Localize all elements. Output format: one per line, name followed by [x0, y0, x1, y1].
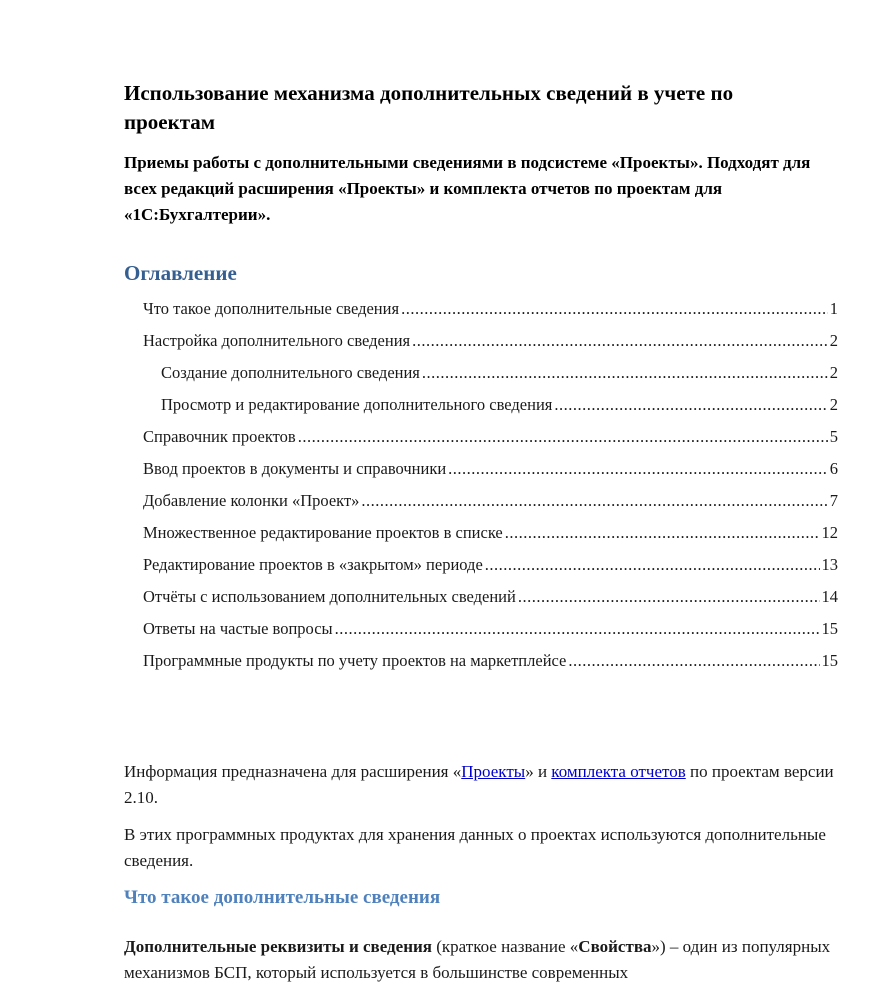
info-paragraph — [124, 759, 844, 811]
toc-leader — [518, 585, 820, 609]
toc-entry[interactable] — [143, 329, 838, 353]
toc-heading: Оглавление — [124, 261, 237, 285]
storage-paragraph: В этих программных продуктах для хранения данных о проектах используются дополнительные сведения. — [124, 825, 826, 870]
document-lead: Приемы работы с дополнительными сведениями в подсистеме «Проекты». Подходят для всех редакций расширения «Проекты» и комплекта отчетов по проектам для «1С:Бухгалтерии». — [124, 153, 811, 224]
section-heading: Что такое дополнительные сведения — [124, 887, 441, 908]
info-suffix: по проектам версии 2.10. — [124, 762, 834, 807]
toc-entry-page: 12 — [821, 523, 838, 542]
toc-entry-page: 6 — [829, 459, 838, 478]
toc-entry-label: Справочник проектов — [143, 427, 296, 446]
toc-entry-label: Ввод проектов в документы и справочники — [143, 459, 447, 478]
toc-entry-label: Редактирование проектов в «закрытом» периоде — [143, 555, 483, 574]
projects-link[interactable]: Проекты — [461, 762, 526, 781]
report-kit-link[interactable]: комплекта отчетов — [551, 762, 686, 781]
section-text-1: (краткое название « — [431, 937, 579, 956]
toc-leader — [412, 329, 828, 353]
toc-entry-page: 2 — [829, 363, 838, 382]
toc-leader — [448, 457, 828, 481]
toc-entry-page: 2 — [829, 331, 838, 350]
toc-entry-label: Программные продукты по учету проектов на маркетплейсе — [143, 651, 567, 670]
toc-entry-label: Ответы на частые вопросы — [143, 619, 333, 638]
toc-entry-page: 13 — [821, 555, 838, 574]
toc-entry-label: Создание дополнительного сведения — [161, 363, 420, 382]
toc-entry-page: 15 — [821, 651, 838, 670]
toc-leader — [485, 553, 820, 577]
toc-entry[interactable] — [143, 649, 838, 673]
toc-entry[interactable] — [143, 617, 838, 641]
toc-entry-label: Что такое дополнительные сведения — [143, 299, 400, 318]
section-paragraph — [124, 934, 844, 986]
toc-leader — [335, 617, 820, 641]
section-text-2: ») – один из популярных механизмов БСП, который используется в большинстве современных — [124, 937, 831, 982]
toc-entry-page: 5 — [829, 427, 838, 446]
toc-leader — [554, 393, 827, 417]
toc-entry[interactable] — [143, 489, 838, 513]
info-prefix: Информация предназначена для расширения « — [124, 762, 462, 781]
toc-leader — [361, 489, 827, 513]
toc-leader — [422, 361, 828, 385]
toc-entry[interactable] — [143, 297, 838, 321]
toc-leader — [401, 297, 828, 321]
toc-entry-label: Отчёты с использованием дополнительных сведений — [143, 587, 516, 606]
toc-entry[interactable] — [143, 457, 838, 481]
toc-entry-page: 15 — [821, 619, 838, 638]
info-middle: » и — [525, 762, 552, 781]
toc-entry-page: 2 — [829, 395, 838, 414]
toc-entry-page: 7 — [829, 491, 838, 510]
toc-entry[interactable] — [143, 585, 838, 609]
toc-entry[interactable] — [143, 425, 838, 449]
toc-entry[interactable] — [161, 393, 838, 417]
toc-entry-label: Настройка дополнительного сведения — [143, 331, 411, 350]
toc-leader — [298, 425, 828, 449]
term-bold: Дополнительные реквизиты и сведения — [124, 937, 432, 956]
toc-entry-label: Множественное редактирование проектов в списке — [143, 523, 503, 542]
short-name-bold: Свойства — [578, 937, 652, 956]
toc-entry[interactable] — [143, 521, 838, 545]
document-title: Использование механизма дополнительных сведений в учете по проектам — [124, 81, 734, 134]
toc-entry[interactable] — [143, 553, 838, 577]
toc-entry[interactable] — [161, 361, 838, 385]
toc-leader — [568, 649, 819, 673]
toc-entry-page: 14 — [821, 587, 838, 606]
toc-entry-label: Добавление колонки «Проект» — [143, 491, 360, 510]
toc-leader — [505, 521, 820, 545]
toc-entry-page: 1 — [829, 299, 838, 318]
toc-entry-label: Просмотр и редактирование дополнительного сведения — [161, 395, 553, 414]
